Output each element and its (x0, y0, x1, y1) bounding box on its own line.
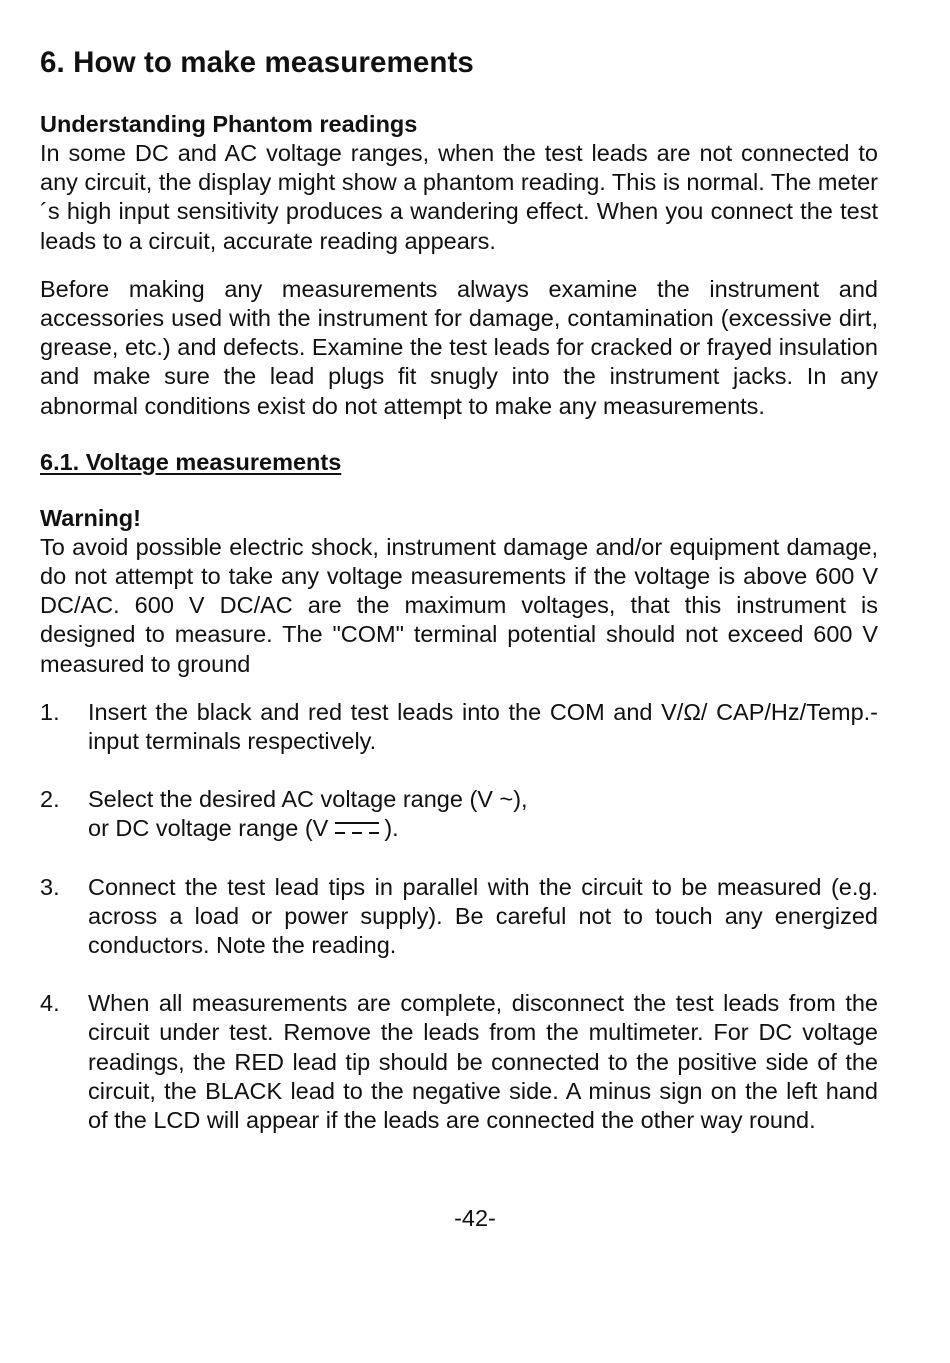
page-heading: 6. How to make measurements (40, 46, 474, 79)
phantom-readings-title: Understanding Phantom readings (40, 111, 418, 137)
step-number: 4. (40, 990, 60, 1017)
warning-title: Warning! (40, 504, 141, 531)
step-text: Insert the black and red test leads into the COM and V/Ω/ CAP/Hz/Temp.- input terminals respectively. (88, 698, 878, 755)
list-item (40, 873, 878, 961)
dc-voltage-symbol-icon (334, 820, 380, 838)
phantom-readings-text: In some DC and AC voltage ranges, when the test leads are not connected to any circuit, the display might show a phantom reading. This is normal. The meter´s high input sensitivity produces a wandering effect. When you connect the test leads to a circuit, accurate reading appears. (40, 140, 878, 254)
before-measurements-text: Before making any measurements always examine the instrument and accessories used with the instrument for damage, contamination (excessive dirt, grease, etc.) and defects. Examine the test leads for cracked or frayed insulation and make sure the lead plugs fit snugly into the instrument jacks. In any abnormal conditions exist do not attempt to make any measurements. (40, 275, 878, 419)
steps-list (40, 698, 878, 1135)
step-text-line2-suffix: ). (384, 815, 399, 842)
page-number: -42- (454, 1205, 496, 1231)
step-text-line2-prefix: or DC voltage range (V (88, 815, 329, 842)
list-item (40, 698, 878, 756)
step-text: When all measurements are complete, disconnect the test leads from the circuit under test. Remove the leads from the multimeter. For DC voltage readings, the RED lead tip should be connected to the positive side of the circuit, the BLACK lead to the negative side. A minus sign on the left hand of the LCD will appear if the leads are connected the other way round. (88, 990, 878, 1134)
step-number: 3. (40, 873, 60, 900)
step-number: 1. (40, 698, 60, 725)
list-item (40, 989, 878, 1135)
list-item (40, 785, 878, 843)
voltage-measurements-title: 6.1. Voltage measurements (40, 448, 342, 475)
warning-text: To avoid possible electric shock, instrument damage and/or equipment damage, do not attempt to take any voltage measurements if the voltage is above 600 V DC/AC. 600 V DC/AC are the maximum voltages, that this instrument is designed to measure. The "COM" terminal potential should not exceed 600 V measured to ground (40, 533, 878, 677)
step-number: 2. (40, 786, 60, 813)
manual-page (40, 44, 878, 1135)
step-text: Connect the test lead tips in parallel with the circuit to be measured (e.g. across a load or power supply). Be careful not to touch any energized conductors. Note the reading. (88, 873, 878, 959)
step-text-line1: Select the desired AC voltage range (V ~), (88, 786, 528, 813)
